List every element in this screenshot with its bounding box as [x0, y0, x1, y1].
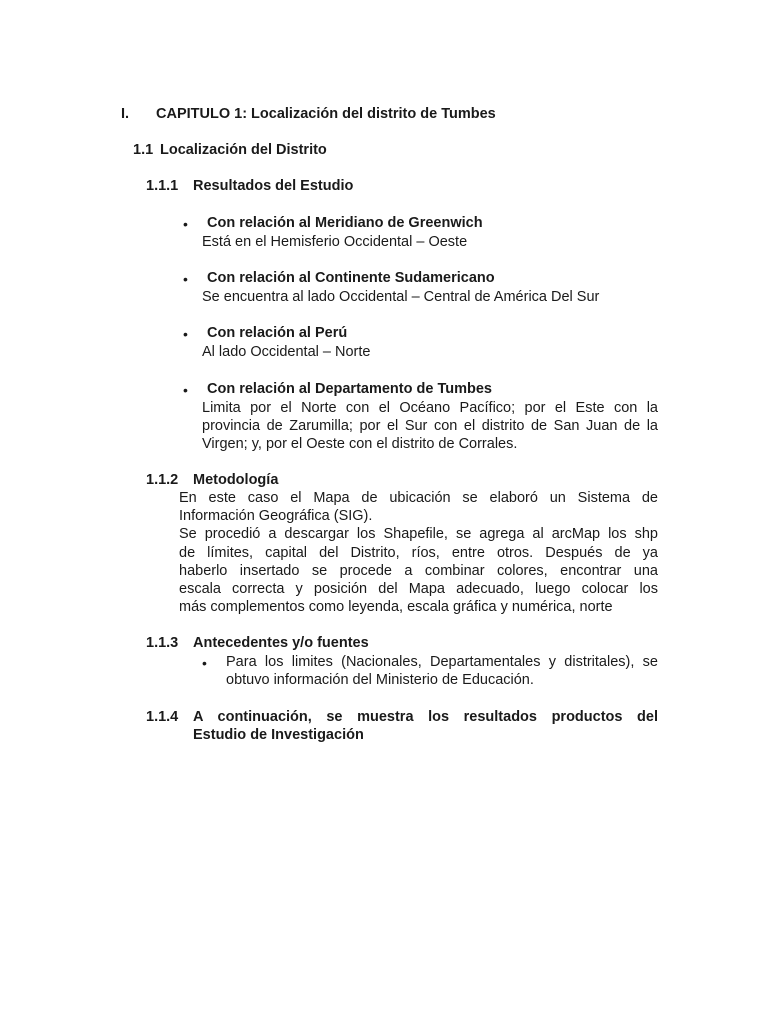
subsection-4-number: 1.1.4 — [146, 709, 179, 725]
section-title: Localización del Distrito — [160, 142, 327, 158]
subsection-1-number: 1.1.1 — [146, 178, 179, 194]
subsection-4-title: A continuación, se muestra los resultados productos del — [193, 709, 658, 725]
bullet-text: Limita por el Norte con el Océano Pacífico; por el Este con la — [202, 400, 658, 416]
paragraph-line: Se procedió a descargar los Shapefile, se agrega al arcMap los shp — [179, 526, 658, 542]
bullet-heading: Con relación al Continente Sudamericano — [207, 270, 495, 286]
paragraph-line: escala correcta y posición del Mapa adecuado, luego colocar los — [179, 581, 658, 597]
bullet-heading: Con relación al Departamento de Tumbes — [207, 381, 492, 397]
bullet-icon: • — [202, 655, 207, 671]
bullet-icon: • — [183, 216, 188, 232]
subsection-3-title: Antecedentes y/o fuentes — [193, 635, 369, 651]
bullet-heading: Con relación al Meridiano de Greenwich — [207, 215, 483, 231]
subsection-2-number: 1.1.2 — [146, 472, 179, 488]
bullet-icon: • — [183, 382, 188, 398]
paragraph-line: haberlo insertado se procede a combinar colores, encontrar una — [179, 563, 658, 579]
bullet-text: Está en el Hemisferio Occidental – Oeste — [202, 234, 468, 250]
paragraph-line: Información Geográfica (SIG). — [179, 508, 373, 524]
paragraph-line: de límites, capital del Distrito, ríos, entre otros. Después de ya — [179, 545, 658, 561]
subsection-4-title-cont: Estudio de Investigación — [193, 727, 364, 743]
bullet-text: Al lado Occidental – Norte — [202, 344, 371, 360]
section-number: 1.1 — [133, 142, 154, 158]
bullet-icon: • — [183, 326, 188, 342]
paragraph-line: más complementos como leyenda, escala gráfica y numérica, norte — [179, 599, 613, 615]
subsection-2-title: Metodología — [193, 472, 279, 488]
chapter-number: I. — [121, 106, 130, 122]
bullet-text: Para los limites (Nacionales, Departamentales y distritales), se — [226, 654, 658, 670]
subsection-3-number: 1.1.3 — [146, 635, 179, 651]
bullet-text: provincia de Zarumilla; por el Sur con el distrito de San Juan de la — [202, 418, 658, 434]
subsection-1-title: Resultados del Estudio — [193, 178, 354, 194]
paragraph-line: En este caso el Mapa de ubicación se elaboró un Sistema de — [179, 490, 658, 506]
bullet-icon: • — [183, 271, 188, 287]
chapter-title: CAPITULO 1: Localización del distrito de Tumbes — [156, 106, 496, 122]
bullet-heading: Con relación al Perú — [207, 325, 348, 341]
bullet-text: Se encuentra al lado Occidental – Central de América Del Sur — [202, 289, 600, 305]
bullet-text: Virgen; y, por el Oeste con el distrito de Corrales. — [202, 436, 518, 452]
bullet-text: obtuvo información del Ministerio de Educación. — [226, 672, 534, 688]
